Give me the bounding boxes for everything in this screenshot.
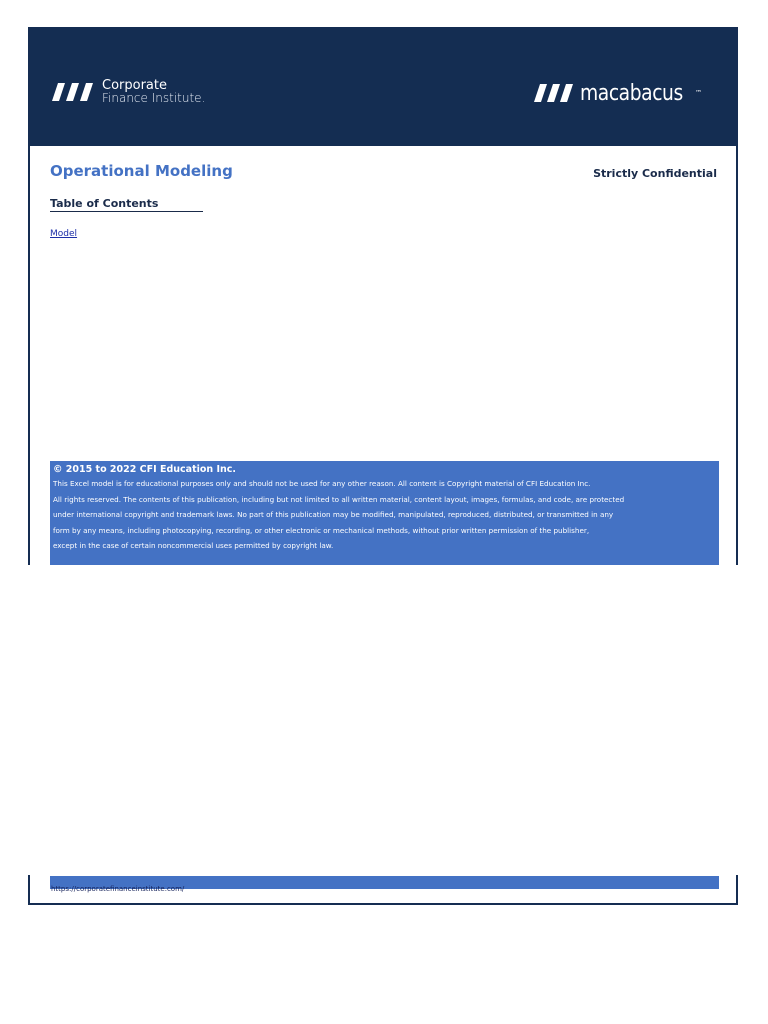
macabacus-logo-icon	[532, 80, 576, 106]
header-banner	[30, 27, 736, 146]
footer-url-link[interactable]: https://corporatefinanceinstitute.com/	[51, 885, 185, 893]
macabacus-logo-text: macabacus	[580, 80, 683, 106]
toc-link-model[interactable]: Model	[50, 229, 78, 239]
cfi-logo-text	[102, 79, 205, 105]
page-title: Operational Modeling	[50, 162, 233, 180]
copyright-line: form by any means, including photocopying, recording, or other electronic or mechanical methods, without prior written permission of the publisher,	[53, 525, 590, 535]
copyright-line: under international copyright and trademark laws. No part of this publication may be modified, manipulated, reproduced, distributed, or transmitted in any	[53, 510, 614, 519]
footer-url-bar	[50, 876, 719, 893]
copyright-line: except in the case of certain noncommercial uses permitted by copyright law.	[53, 541, 334, 550]
toc-heading: Table of Contents	[50, 197, 203, 212]
cfi-logo	[50, 79, 205, 105]
document-frame	[28, 27, 738, 905]
copyright-line: All rights reserved. The contents of this publication, including but not limited to all written material, content layout, images, formulas, and code, are protected	[53, 494, 625, 504]
copyright-notice	[50, 461, 719, 565]
copyright-title: © 2015 to 2022 CFI Education Inc.	[53, 464, 237, 475]
copyright-line: This Excel model is for educational purposes only and should not be used for any other reason. All content is Copyright material of CFI Education Inc.	[53, 479, 591, 488]
confidentiality-label: Strictly Confidential	[593, 167, 717, 180]
macabacus-logo	[532, 80, 702, 106]
cfi-logo-icon	[50, 79, 96, 105]
page-break-gap	[28, 565, 738, 875]
trademark-symbol: ™	[695, 89, 702, 97]
cfi-logo-line2: Finance Institute.	[102, 91, 206, 105]
cfi-logo-line1: Corporate	[102, 78, 167, 93]
